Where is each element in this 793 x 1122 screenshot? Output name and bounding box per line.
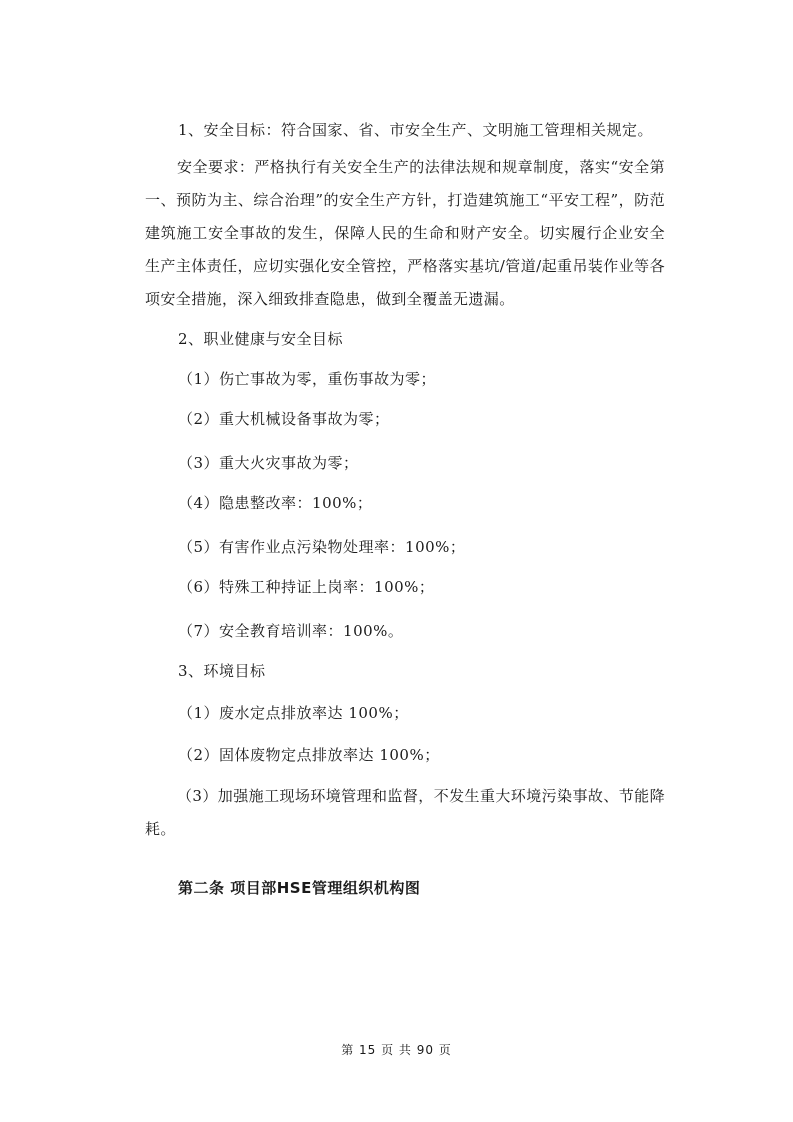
heading-environment-goal: 3、环境目标 <box>178 662 266 680</box>
list-item: （3）重大火灾事故为零； <box>178 454 359 472</box>
list-item: （5）有害作业点污染物处理率：100%； <box>178 538 466 556</box>
list-item: （2）固体废物定点排放率达 100%； <box>178 746 440 764</box>
paragraph-environment-management: （3）加强施工现场环境管理和监督，不发生重大环境污染事故、节能降耗。 <box>145 787 665 838</box>
page-number-footer: 第 15 页 共 90 页 <box>341 1043 452 1057</box>
heading-occupational-health: 2、职业健康与安全目标 <box>178 330 344 348</box>
list-item: （1）废水定点排放率达 100%； <box>178 704 409 722</box>
list-item: （2）重大机械设备事故为零； <box>178 410 390 428</box>
paragraph-safety-requirements: 安全要求：严格执行有关安全生产的法律法规和规章制度，落实“安全第一、预防为主、综合治理”的安全生产方针，打造建筑施工“平安工程”，防范建筑施工安全事故的发生，保障人民的生命和财产安全。切实履行企业安全生产主体责任，应切实强化安全管控，严格落实基坑/管道/起重吊装作业等各项安全措施，深入细致排查隐患，做到全覆盖无遗漏。 <box>145 158 665 308</box>
section-heading: 第二条 项目部HSE管理组织机构图 <box>178 879 421 897</box>
list-item: （4）隐患整改率：100%； <box>178 494 373 512</box>
list-item: （7）安全教育培训率：100%。 <box>178 622 404 640</box>
paragraph-safety-goal: 1、安全目标：符合国家、省、市安全生产、文明施工管理相关规定。 <box>178 121 654 139</box>
list-item: （6）特殊工种持证上岗率：100%； <box>178 578 435 596</box>
list-item: （1）伤亡事故为零，重伤事故为零； <box>178 370 437 388</box>
